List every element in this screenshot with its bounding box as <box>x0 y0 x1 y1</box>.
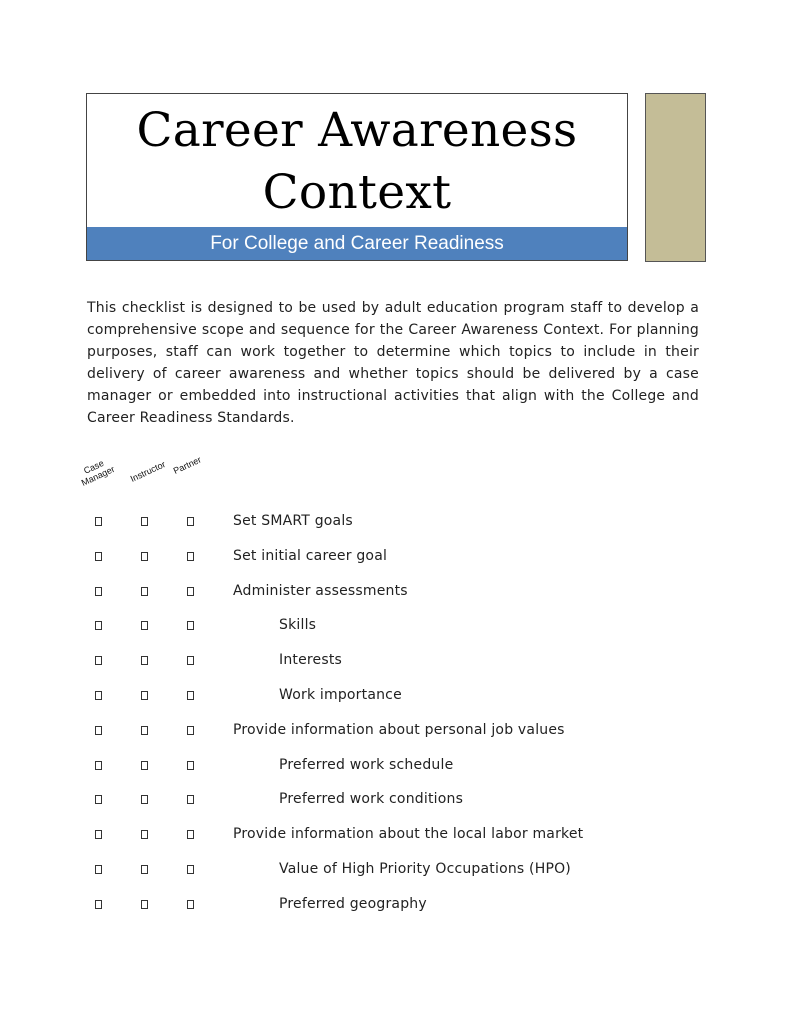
checklist-item-label: Provide information about the local labor market <box>233 826 584 843</box>
checkbox-case-manager[interactable] <box>95 621 102 630</box>
checkbox-instructor[interactable] <box>141 795 148 804</box>
checklist-row <box>0 887 791 922</box>
title-line-2: Context <box>262 165 452 220</box>
checklist-row <box>0 608 791 643</box>
checkbox-partner[interactable] <box>187 795 194 804</box>
checklist-row <box>0 817 791 852</box>
checkbox-instructor[interactable] <box>141 691 148 700</box>
checkbox-case-manager[interactable] <box>95 726 102 735</box>
checkbox-instructor[interactable] <box>141 517 148 526</box>
subtitle-bar: For College and Career Readiness <box>87 227 627 260</box>
column-header-instructor: Instructor <box>128 459 168 484</box>
checkbox-case-manager[interactable] <box>95 830 102 839</box>
checklist-item-label: Preferred work conditions <box>279 791 464 808</box>
checklist-row <box>0 539 791 574</box>
checklist-row <box>0 852 791 887</box>
checkbox-case-manager[interactable] <box>95 691 102 700</box>
checkbox-instructor[interactable] <box>141 621 148 630</box>
checkbox-instructor[interactable] <box>141 761 148 770</box>
checkbox-case-manager[interactable] <box>95 587 102 596</box>
checkbox-instructor[interactable] <box>141 900 148 909</box>
checkbox-partner[interactable] <box>187 761 194 770</box>
checklist-row <box>0 678 791 713</box>
checkbox-partner[interactable] <box>187 865 194 874</box>
checklist-item-label: Preferred geography <box>279 895 427 912</box>
checkbox-partner[interactable] <box>187 656 194 665</box>
checkbox-partner[interactable] <box>187 552 194 561</box>
checklist-item-label: Provide information about personal job values <box>233 721 565 738</box>
checklist-item-label: Work importance <box>279 687 402 703</box>
checkbox-partner[interactable] <box>187 691 194 700</box>
page-title <box>87 100 627 224</box>
checklist-item-label: Administer assessments <box>233 582 408 599</box>
decorative-side-block <box>645 93 706 262</box>
title-box <box>86 93 628 261</box>
checklist-row <box>0 782 791 817</box>
checkbox-case-manager[interactable] <box>95 761 102 770</box>
checkbox-case-manager[interactable] <box>95 865 102 874</box>
checklist-item-label: Set initial career goal <box>233 547 388 564</box>
checkbox-instructor[interactable] <box>141 865 148 874</box>
column-header-partner: Partner <box>171 454 203 476</box>
checkbox-case-manager[interactable] <box>95 656 102 665</box>
checkbox-partner[interactable] <box>187 587 194 596</box>
title-line-1: Career Awareness <box>136 103 578 158</box>
checklist-item-label: Set SMART goals <box>233 513 353 529</box>
checkbox-partner[interactable] <box>187 900 194 909</box>
column-header-case-manager: Case Manager <box>79 457 117 488</box>
checkbox-partner[interactable] <box>187 830 194 839</box>
checklist-item-label: Preferred work schedule <box>279 756 454 773</box>
checkbox-instructor[interactable] <box>141 552 148 561</box>
checkbox-partner[interactable] <box>187 517 194 526</box>
checklist-item-label: Value of High Priority Occupations (HPO) <box>279 861 571 877</box>
checkbox-case-manager[interactable] <box>95 795 102 804</box>
checkbox-instructor[interactable] <box>141 830 148 839</box>
checklist-row <box>0 643 791 678</box>
intro-paragraph: This checklist is designed to be used by adult education program staff to develop a comprehensive scope and sequence for the Career Awareness Context. For planning purposes, staff can work together to determine which topics to include in their delivery of career awareness and whether topics should be delivered by a case manager or embedded into instructional activities that align with the College and Career Readiness Standards. <box>87 300 699 426</box>
checkbox-case-manager[interactable] <box>95 517 102 526</box>
checkbox-instructor[interactable] <box>141 587 148 596</box>
checklist-item-label: Skills <box>279 617 317 634</box>
checkbox-instructor[interactable] <box>141 726 148 735</box>
checkbox-instructor[interactable] <box>141 656 148 665</box>
checklist-row <box>0 504 791 539</box>
checklist-row <box>0 748 791 783</box>
checkbox-case-manager[interactable] <box>95 552 102 561</box>
checkbox-partner[interactable] <box>187 621 194 630</box>
checklist-row <box>0 574 791 609</box>
checkbox-case-manager[interactable] <box>95 900 102 909</box>
checklist-row <box>0 713 791 748</box>
checklist-item-label: Interests <box>279 652 343 669</box>
checkbox-partner[interactable] <box>187 726 194 735</box>
